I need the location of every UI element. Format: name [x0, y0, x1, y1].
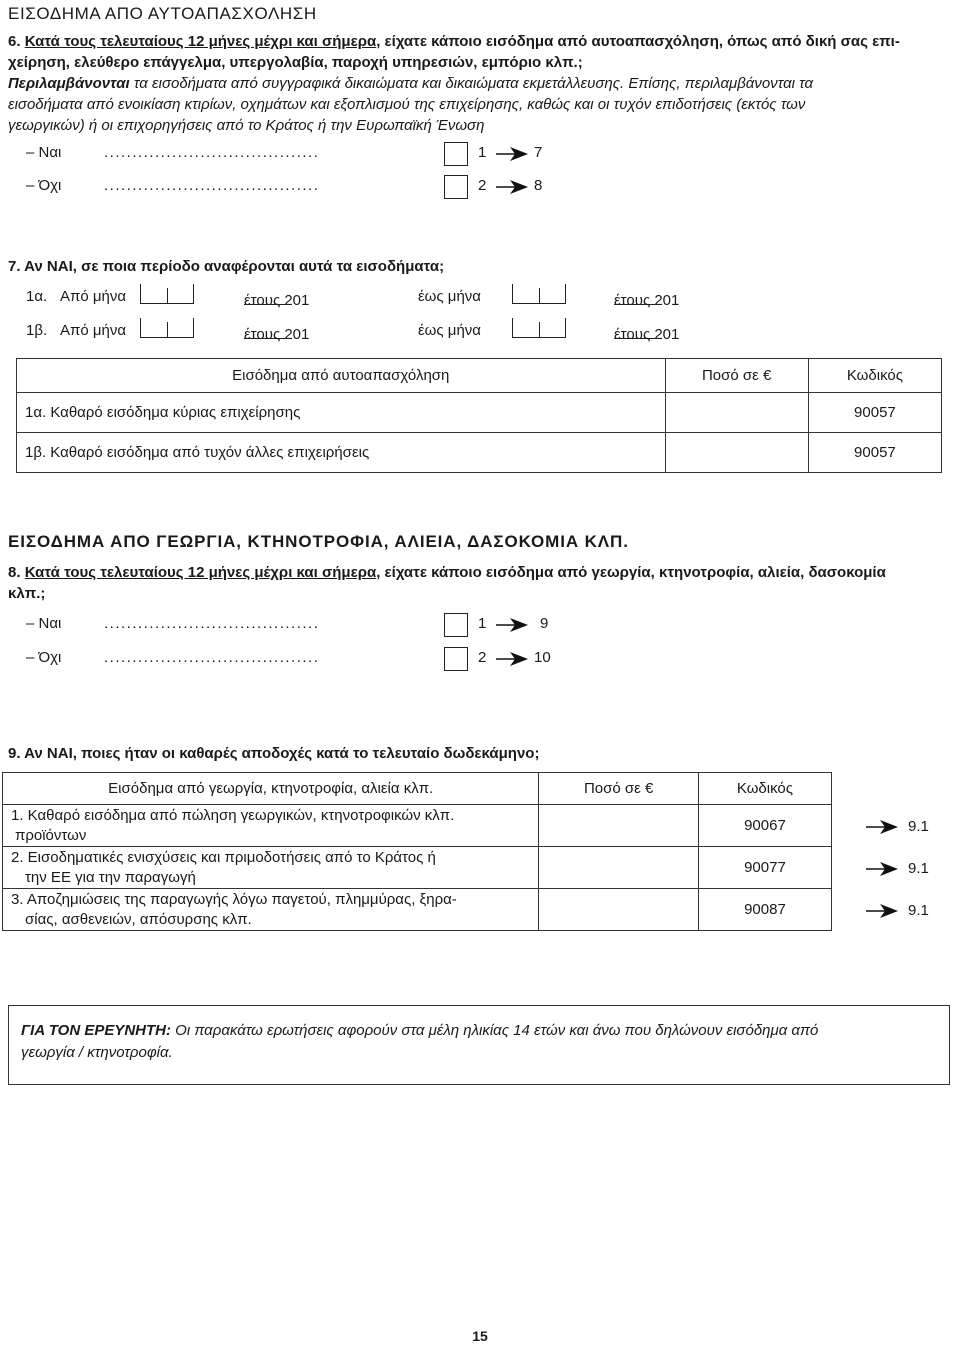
arrow-right-icon: [866, 820, 898, 834]
q6-no-checkbox[interactable]: [444, 175, 468, 199]
q8-option-no: [26, 647, 566, 671]
option-code: 2: [478, 177, 487, 194]
to-month-label: έως μήνα: [418, 288, 481, 305]
option-code: 2: [478, 649, 487, 666]
q6-number: 6.: [8, 33, 21, 50]
option-label: – Όχι: [26, 177, 62, 194]
table-header-row: [3, 773, 832, 805]
row3-goto: 9.1: [908, 902, 929, 919]
q6-note-line1b-text: Επίσης, περιλαμβάνονται τα: [624, 75, 814, 92]
leader-dots: ......................................: [104, 615, 320, 632]
code-cell: 90057: [808, 393, 941, 433]
q6-option-yes: [26, 142, 566, 166]
option-label: – Ναι: [26, 615, 62, 632]
option-goto: 9: [540, 615, 549, 632]
arrow-right-icon: [866, 862, 898, 876]
year1-text: έτους 201: [244, 292, 310, 309]
period-id: 1β.: [26, 322, 48, 339]
table-row: [3, 889, 832, 931]
q8-text-line2: κλπ.;: [8, 585, 46, 602]
amount-cell[interactable]: [539, 805, 699, 847]
row1-goto: 9.1: [908, 818, 929, 835]
row-label: 1α. Καθαρό εισόδημα κύριας επιχείρησης: [17, 393, 666, 433]
code-cell: 90077: [698, 847, 831, 889]
code-cell: 90057: [808, 433, 941, 473]
question-6-text: [8, 31, 952, 52]
year2-blank[interactable]: [614, 326, 662, 339]
q8-underlined: Κατά τους τελευταίους 12 μήνες μέχρι και σήμερα: [24, 564, 377, 581]
period-row-1b: [26, 318, 746, 344]
table-header-row: [17, 359, 942, 393]
year1-blank[interactable]: [244, 292, 292, 305]
q6-text-line1: , είχατε κάποιο εισόδημα από αυτοαπασχόληση, όπως από δική σας επι-: [376, 33, 900, 50]
option-goto: 10: [534, 649, 551, 666]
q6-note-bold: Περιλαμβάνονται: [8, 75, 130, 92]
arrow-right-icon: [496, 180, 528, 194]
note-line2: γεωργία / κτηνοτροφία.: [21, 1044, 173, 1061]
leader-dots: ......................................: [104, 649, 320, 666]
page-number: 15: [472, 1328, 488, 1344]
q8-number: 8.: [8, 564, 21, 581]
q8-option-yes: [26, 613, 566, 637]
option-code: 1: [478, 144, 487, 161]
option-label: – Ναι: [26, 144, 62, 161]
table-row: [17, 433, 942, 473]
arrow-right-icon: [866, 904, 898, 918]
from-month-box[interactable]: [140, 318, 194, 338]
question-7-title: 7. Αν ΝΑΙ, σε ποια περίοδο αναφέρονται αυτά τα εισοδήματα;: [8, 258, 445, 275]
header-amount: Ποσό σε €: [539, 773, 699, 805]
row-label-line1: 3. Αποζημιώσεις της παραγωγής λόγω παγετού, πλημμύρας, ξηρα-: [11, 890, 457, 908]
amount-cell[interactable]: [665, 393, 808, 433]
q8-text-line1: , είχατε κάποιο εισόδημα από γεωργία, κτηνοτροφία, αλιεία, δασοκομία: [376, 564, 886, 581]
header-code: Κωδικός: [698, 773, 831, 805]
arrow-right-icon: [496, 652, 528, 666]
year2-text: έτους 201: [614, 292, 680, 309]
arrow-right-icon: [496, 618, 528, 632]
to-month-box[interactable]: [512, 284, 566, 304]
period-row-1a: [26, 284, 746, 310]
question-8-text: [8, 562, 952, 583]
header-income: Εισόδημα από γεωργία, κτηνοτροφία, αλιεία κλπ.: [3, 773, 539, 805]
row-label-line2: σίας, ασθενειών, απόσυρσης κλπ.: [25, 910, 252, 928]
q6-text-line2: χείρηση, ελεύθερο επάγγελμα, υπεργολαβία, παροχή υπηρεσιών, εμπόριο κλπ.;: [8, 54, 583, 71]
arrow-right-icon: [496, 147, 528, 161]
section-title-self-employment: ΕΙΣΟΔΗΜΑ ΑΠΟ ΑΥΤΟΑΠΑΣΧΟΛΗΣΗ: [8, 4, 317, 23]
amount-cell[interactable]: [665, 433, 808, 473]
self-employment-income-table: [16, 358, 942, 473]
row-label: [3, 889, 539, 931]
q8-yes-checkbox[interactable]: [444, 613, 468, 637]
q6-note-line1: [8, 73, 952, 94]
from-month-label: Από μήνα: [60, 322, 127, 339]
year2-text: έτους 201: [614, 326, 680, 343]
question-9-title: 9. Αν ΝΑΙ, ποιες ήταν οι καθαρές αποδοχές κατά το τελευταίο δωδεκάμηνο;: [8, 745, 540, 762]
code-cell: 90087: [698, 889, 831, 931]
row-label-line1: 2. Εισοδηματικές ενισχύσεις και πριμοδοτήσεις από το Κράτος ή: [11, 848, 436, 866]
header-code: Κωδικός: [808, 359, 941, 393]
note-bold-label: ΓΙΑ ΤΟΝ ΕΡΕΥΝΗΤΗ:: [21, 1022, 171, 1039]
q6-option-no: [26, 175, 566, 199]
amount-cell[interactable]: [539, 889, 699, 931]
row2-goto: 9.1: [908, 860, 929, 877]
row-label-line2: προϊόντων: [15, 826, 87, 844]
period-id: 1α.: [26, 288, 48, 305]
row-label: 1β. Καθαρό εισόδημα από τυχόν άλλες επιχειρήσεις: [17, 433, 666, 473]
leader-dots: ......................................: [104, 144, 320, 161]
row-label: [3, 847, 539, 889]
to-month-box[interactable]: [512, 318, 566, 338]
q6-note-line1-text: τα εισοδήματα από συγγραφικά δικαιώματα και δικαιώματα εκμετάλλευσης.: [129, 75, 625, 92]
option-goto: 7: [534, 144, 543, 161]
leader-dots: ......................................: [104, 177, 320, 194]
header-income: Εισόδημα από αυτοαπασχόληση: [17, 359, 666, 393]
header-amount: Ποσό σε €: [665, 359, 808, 393]
table-row: [17, 393, 942, 433]
agriculture-income-table: [2, 772, 832, 931]
to-month-label: έως μήνα: [418, 322, 481, 339]
q6-note-line3: γεωργικών) ή οι επιχορηγήσεις από το Κράτος ή την Ευρωπαϊκή Ένωση: [8, 117, 485, 134]
table-row: [3, 805, 832, 847]
table-row: [3, 847, 832, 889]
q6-note-line2: εισοδήματα από ενοικίαση κτιρίων, οχημάτων και εξοπλισμού της επιχείρησης, καθώς και οι τυχόν επιδοτήσεις (εκτός των: [8, 96, 806, 113]
from-month-box[interactable]: [140, 284, 194, 304]
year1-text: έτους 201: [244, 326, 310, 343]
option-label: – Όχι: [26, 649, 62, 666]
code-cell: 90067: [698, 805, 831, 847]
section-title-agriculture: ΕΙΣΟΔΗΜΑ ΑΠΟ ΓΕΩΡΓΙΑ, ΚΤΗΝΟΤΡΟΦΙΑ, ΑΛΙΕΙΑ, ΔΑΣΟΚΟΜΙΑ ΚΛΠ.: [8, 532, 629, 551]
q8-no-checkbox[interactable]: [444, 647, 468, 671]
row-label-line2: την ΕΕ για την παραγωγή: [25, 868, 196, 886]
year2-blank[interactable]: [614, 292, 662, 305]
q6-yes-checkbox[interactable]: [444, 142, 468, 166]
amount-cell[interactable]: [539, 847, 699, 889]
q6-underlined: Κατά τους τελευταίους 12 μήνες μέχρι και σήμερα: [24, 33, 377, 50]
from-month-label: Από μήνα: [60, 288, 127, 305]
note-line1: Οι παρακάτω ερωτήσεις αφορούν στα μέλη ηλικίας 14 ετών και άνω που δηλώνουν εισόδημα από: [171, 1022, 819, 1039]
row-label-line1: 1. Καθαρό εισόδημα από πώληση γεωργικών, κτηνοτροφικών κλπ.: [11, 806, 455, 824]
researcher-note-box: [8, 1005, 950, 1085]
option-goto: 8: [534, 177, 543, 194]
option-code: 1: [478, 615, 487, 632]
row-label: [3, 805, 539, 847]
year1-blank[interactable]: [244, 326, 292, 339]
